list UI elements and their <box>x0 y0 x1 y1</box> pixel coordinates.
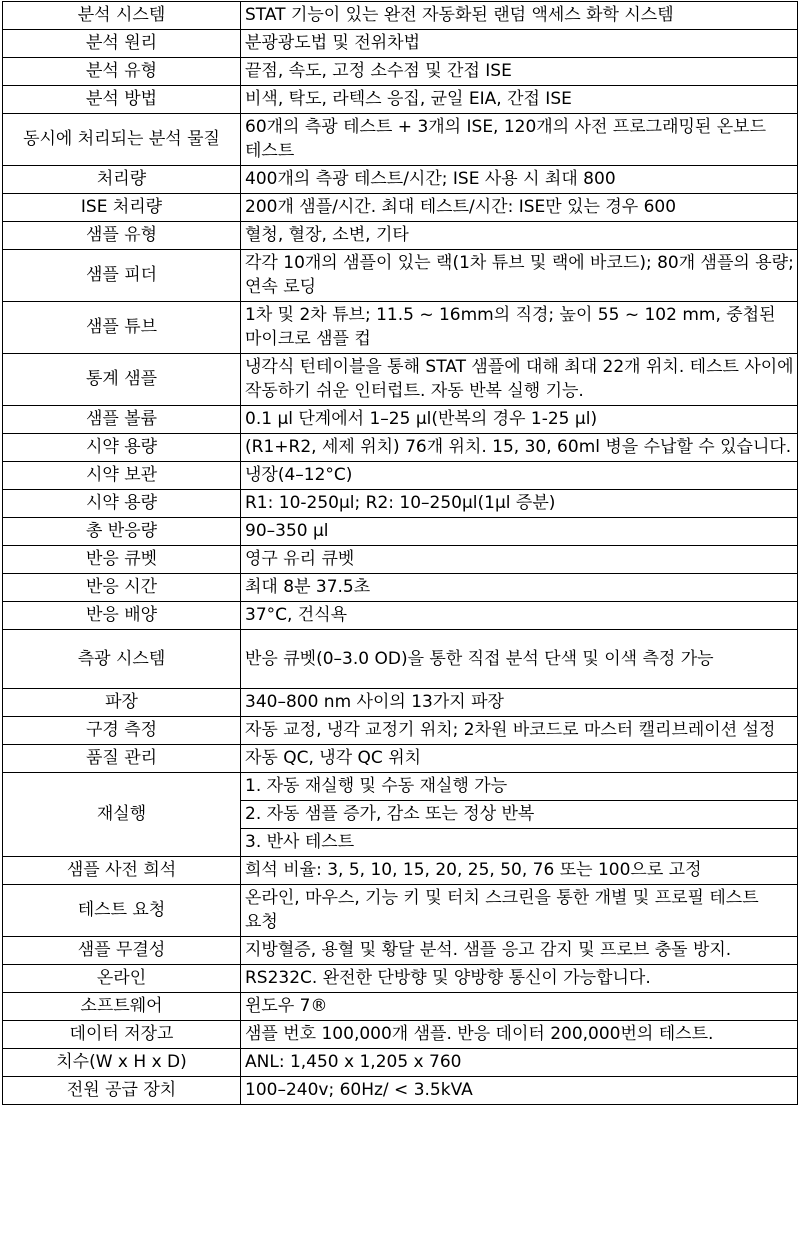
spec-row <box>3 30 798 58</box>
spec-value: 온라인, 마우스, 기능 키 및 터치 스크린을 통한 개별 및 프로필 테스트 요청 <box>241 885 798 937</box>
spec-label: 재실행 <box>3 773 241 857</box>
spec-label: 샘플 피더 <box>3 250 241 302</box>
spec-value: 1차 및 2차 튜브; 11.5 ~ 16mm의 직경; 높이 55 ~ 102 mm, 중첩된 마이크로 샘플 컵 <box>241 302 798 354</box>
spec-value: 최대 8분 37.5초 <box>241 574 798 602</box>
spec-row <box>3 86 798 114</box>
spec-label: 반응 시간 <box>3 574 241 602</box>
spec-row <box>3 857 798 885</box>
spec-label: 샘플 유형 <box>3 222 241 250</box>
spec-row <box>3 993 798 1021</box>
spec-label: 데이터 저장고 <box>3 1021 241 1049</box>
spec-label: 측광 시스템 <box>3 630 241 689</box>
spec-value: 자동 교정, 냉각 교정기 위치; 2차원 바코드로 마스터 캘리브레이션 설정 <box>241 717 798 745</box>
spec-row <box>3 717 798 745</box>
spec-row <box>3 222 798 250</box>
spec-label: 통계 샘플 <box>3 354 241 406</box>
spec-label: 파장 <box>3 689 241 717</box>
spec-value: 영구 유리 큐벳 <box>241 546 798 574</box>
spec-row <box>3 434 798 462</box>
spec-value: 2. 자동 샘플 증가, 감소 또는 정상 반복 <box>241 801 798 829</box>
spec-row <box>3 546 798 574</box>
spec-label: 동시에 처리되는 분석 물질 <box>3 114 241 166</box>
spec-label: 총 반응량 <box>3 518 241 546</box>
spec-label: 전원 공급 장치 <box>3 1077 241 1105</box>
specification-table-body <box>3 2 798 1105</box>
spec-row <box>3 1077 798 1105</box>
spec-row <box>3 1049 798 1077</box>
spec-value: 샘플 번호 100,000개 샘플. 반응 데이터 200,000번의 테스트. <box>241 1021 798 1049</box>
spec-row <box>3 1021 798 1049</box>
spec-row <box>3 574 798 602</box>
spec-value: 반응 큐벳(0–3.0 OD)을 통한 직접 분석 단색 및 이색 측정 가능 <box>241 630 798 689</box>
spec-value: 끝점, 속도, 고정 소수점 및 간접 ISE <box>241 58 798 86</box>
spec-value: 90–350 μl <box>241 518 798 546</box>
spec-row <box>3 937 798 965</box>
spec-value: 희석 비율: 3, 5, 10, 15, 20, 25, 50, 76 또는 100으로 고정 <box>241 857 798 885</box>
spec-label: 분석 유형 <box>3 58 241 86</box>
spec-label: 분석 원리 <box>3 30 241 58</box>
spec-label: 시약 보관 <box>3 462 241 490</box>
spec-value: 400개의 측광 테스트/시간; ISE 사용 시 최대 800 <box>241 166 798 194</box>
spec-row <box>3 602 798 630</box>
spec-value: 냉각식 턴테이블을 통해 STAT 샘플에 대해 최대 22개 위치. 테스트 사이에 작동하기 쉬운 인터럽트. 자동 반복 실행 기능. <box>241 354 798 406</box>
spec-label: 샘플 사전 희석 <box>3 857 241 885</box>
spec-value: (R1+R2, 세제 위치) 76개 위치. 15, 30, 60ml 병을 수납할 수 있습니다. <box>241 434 798 462</box>
spec-label: 샘플 튜브 <box>3 302 241 354</box>
spec-label: 품질 관리 <box>3 745 241 773</box>
spec-label: 반응 큐벳 <box>3 546 241 574</box>
spec-value: 윈도우 7® <box>241 993 798 1021</box>
spec-label: 분석 시스템 <box>3 2 241 30</box>
spec-row <box>3 518 798 546</box>
spec-value: 3. 반사 테스트 <box>241 829 798 857</box>
spec-value: 자동 QC, 냉각 QC 위치 <box>241 745 798 773</box>
spec-label: 시약 용량 <box>3 490 241 518</box>
spec-value: STAT 기능이 있는 완전 자동화된 랜덤 액세스 화학 시스템 <box>241 2 798 30</box>
spec-value: 각각 10개의 샘플이 있는 랙(1차 튜브 및 랙에 바코드); 80개 샘플의 용량; 연속 로딩 <box>241 250 798 302</box>
spec-row <box>3 354 798 406</box>
spec-value: 0.1 μl 단계에서 1–25 μl(반복의 경우 1-25 μl) <box>241 406 798 434</box>
spec-label: 테스트 요청 <box>3 885 241 937</box>
spec-value: 냉장(4–12°C) <box>241 462 798 490</box>
spec-label: 시약 용량 <box>3 434 241 462</box>
spec-value: RS232C. 완전한 단방향 및 양방향 통신이 가능합니다. <box>241 965 798 993</box>
spec-row <box>3 250 798 302</box>
spec-label: 분석 방법 <box>3 86 241 114</box>
spec-value: 200개 샘플/시간. 최대 테스트/시간: ISE만 있는 경우 600 <box>241 194 798 222</box>
spec-value: 100–240v; 60Hz/ < 3.5kVA <box>241 1077 798 1105</box>
spec-row <box>3 490 798 518</box>
spec-row <box>3 406 798 434</box>
spec-label: 처리량 <box>3 166 241 194</box>
spec-row <box>3 58 798 86</box>
spec-row <box>3 965 798 993</box>
spec-row <box>3 114 798 166</box>
spec-value: ANL: 1,450 x 1,205 x 760 <box>241 1049 798 1077</box>
spec-row <box>3 2 798 30</box>
spec-label: 샘플 무결성 <box>3 937 241 965</box>
spec-value: 비색, 탁도, 라텍스 응집, 균일 EIA, 간접 ISE <box>241 86 798 114</box>
spec-row <box>3 194 798 222</box>
specification-table <box>2 1 798 1105</box>
spec-label: 온라인 <box>3 965 241 993</box>
spec-row <box>3 630 798 689</box>
spec-value: 지방혈증, 용혈 및 황달 분석. 샘플 응고 감지 및 프로브 충돌 방지. <box>241 937 798 965</box>
spec-value: 1. 자동 재실행 및 수동 재실행 가능 <box>241 773 798 801</box>
spec-row <box>3 302 798 354</box>
spec-value: 분광광도법 및 전위차법 <box>241 30 798 58</box>
spec-row <box>3 885 798 937</box>
spec-label: 샘플 볼륨 <box>3 406 241 434</box>
spec-value: R1: 10-250μl; R2: 10–250μl(1μl 증분) <box>241 490 798 518</box>
spec-value: 혈청, 혈장, 소변, 기타 <box>241 222 798 250</box>
spec-row <box>3 689 798 717</box>
spec-value: 340–800 nm 사이의 13가지 파장 <box>241 689 798 717</box>
spec-row <box>3 773 798 801</box>
spec-label: 치수(W x H x D) <box>3 1049 241 1077</box>
spec-label: 구경 측정 <box>3 717 241 745</box>
spec-value: 60개의 측광 테스트 + 3개의 ISE, 120개의 사전 프로그래밍된 온보드 테스트 <box>241 114 798 166</box>
spec-label: 소프트웨어 <box>3 993 241 1021</box>
spec-row <box>3 462 798 490</box>
spec-value: 37°C, 건식욕 <box>241 602 798 630</box>
spec-label: 반응 배양 <box>3 602 241 630</box>
spec-row <box>3 166 798 194</box>
spec-label: ISE 처리량 <box>3 194 241 222</box>
spec-row <box>3 745 798 773</box>
